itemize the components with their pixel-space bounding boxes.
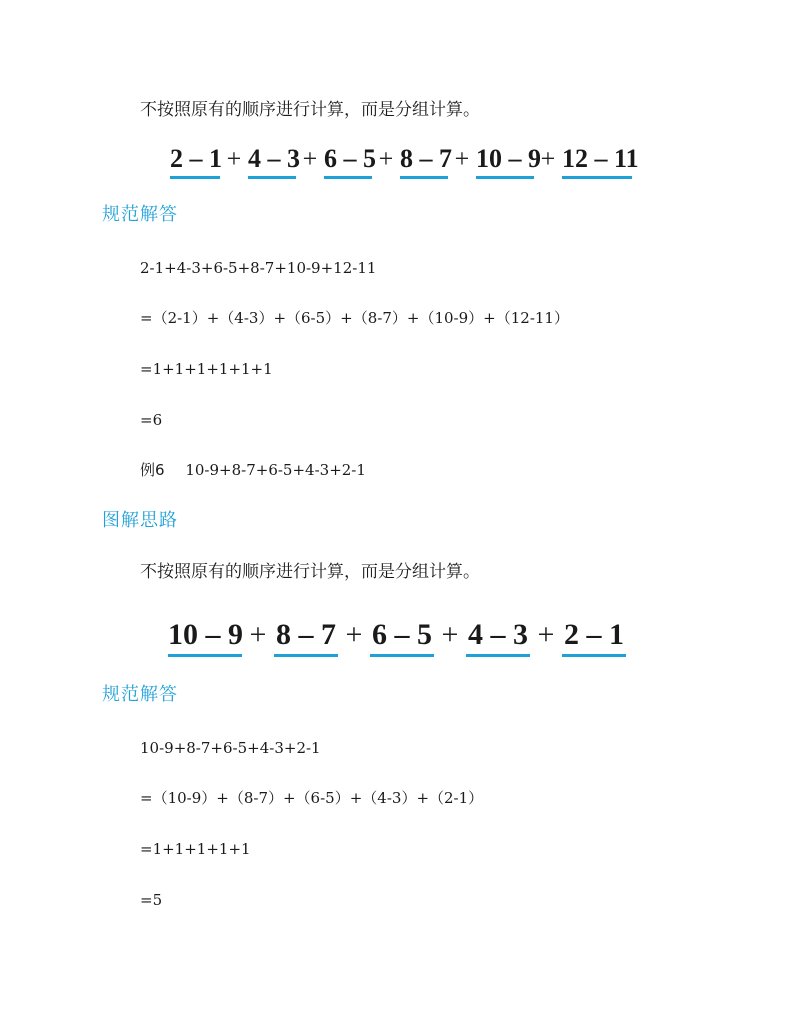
solution-2-line-3: =1+1+1+1+1 [140,840,251,858]
solution-2-line-4: =5 [140,891,163,909]
expr-group-text: 2 – 1 [170,144,222,173]
expr-group [562,144,639,179]
group-underline [400,176,448,179]
grouped-expression-1 [170,144,639,179]
intro-text-2: 不按照原有的顺序进行计算，而是分组计算。 [140,562,480,582]
plus-operator: + [345,618,363,651]
example-label: 例6 [140,461,165,479]
group-underline [562,176,632,179]
solution-heading-2: 规范解答 [102,684,178,705]
plus-operator: + [226,144,242,173]
expr-group [324,144,376,179]
group-underline [370,654,434,657]
solution-1-line-4: =6 [140,411,163,429]
expr-group [170,144,220,179]
solution-1-line-3: =1+1+1+1+1+1 [140,360,273,378]
plus-operator: + [249,618,267,651]
expr-group-text: 10 – 9 [476,144,541,173]
expr-group-text: 8 – 7 [276,618,336,651]
group-underline [274,654,338,657]
example-6 [140,460,366,480]
group-underline [466,654,530,657]
expr-group-text: 4 – 3 [248,144,300,173]
expr-group-text: 2 – 1 [564,618,624,651]
group-underline [324,176,372,179]
expr-group [274,618,338,657]
expr-group [248,144,300,179]
expr-group [168,618,242,657]
expr-group-text: 6 – 5 [324,144,376,173]
solution-2-line-2: =（10-9）+（8-7）+（6-5）+（4-3）+（2-1） [140,789,484,807]
expr-group [476,144,541,179]
solution-heading-1: 规范解答 [102,204,178,225]
group-underline [248,176,296,179]
expr-group-text: 4 – 3 [468,618,528,651]
intro-text-1: 不按照原有的顺序进行计算，而是分组计算。 [140,100,480,120]
group-underline [170,176,220,179]
plus-operator: + [540,144,556,173]
plus-operator: + [441,618,459,651]
group-underline [562,654,626,657]
expr-group-text: 8 – 7 [400,144,452,173]
plus-operator: + [454,144,470,173]
group-underline [476,176,534,179]
plus-operator: + [378,144,394,173]
solution-1-line-2: =（2-1）+（4-3）+（6-5）+（8-7）+（10-9）+（12-11） [140,309,569,327]
expr-group [466,618,530,657]
thinking-heading: 图解思路 [102,510,178,531]
grouped-expression-2 [168,618,626,657]
expr-group [400,144,452,179]
plus-operator: + [302,144,318,173]
expr-group [370,618,434,657]
expr-group [562,618,626,657]
solution-2-line-1: 10-9+8-7+6-5+4-3+2-1 [140,739,321,757]
expr-group-text: 10 – 9 [168,618,243,651]
example-problem: 10-9+8-7+6-5+4-3+2-1 [185,461,366,479]
solution-1-line-1: 2-1+4-3+6-5+8-7+10-9+12-11 [140,259,377,277]
group-underline [168,654,242,657]
expr-group-text: 12 – 11 [562,144,639,173]
expr-group-text: 6 – 5 [372,618,432,651]
plus-operator: + [537,618,555,651]
